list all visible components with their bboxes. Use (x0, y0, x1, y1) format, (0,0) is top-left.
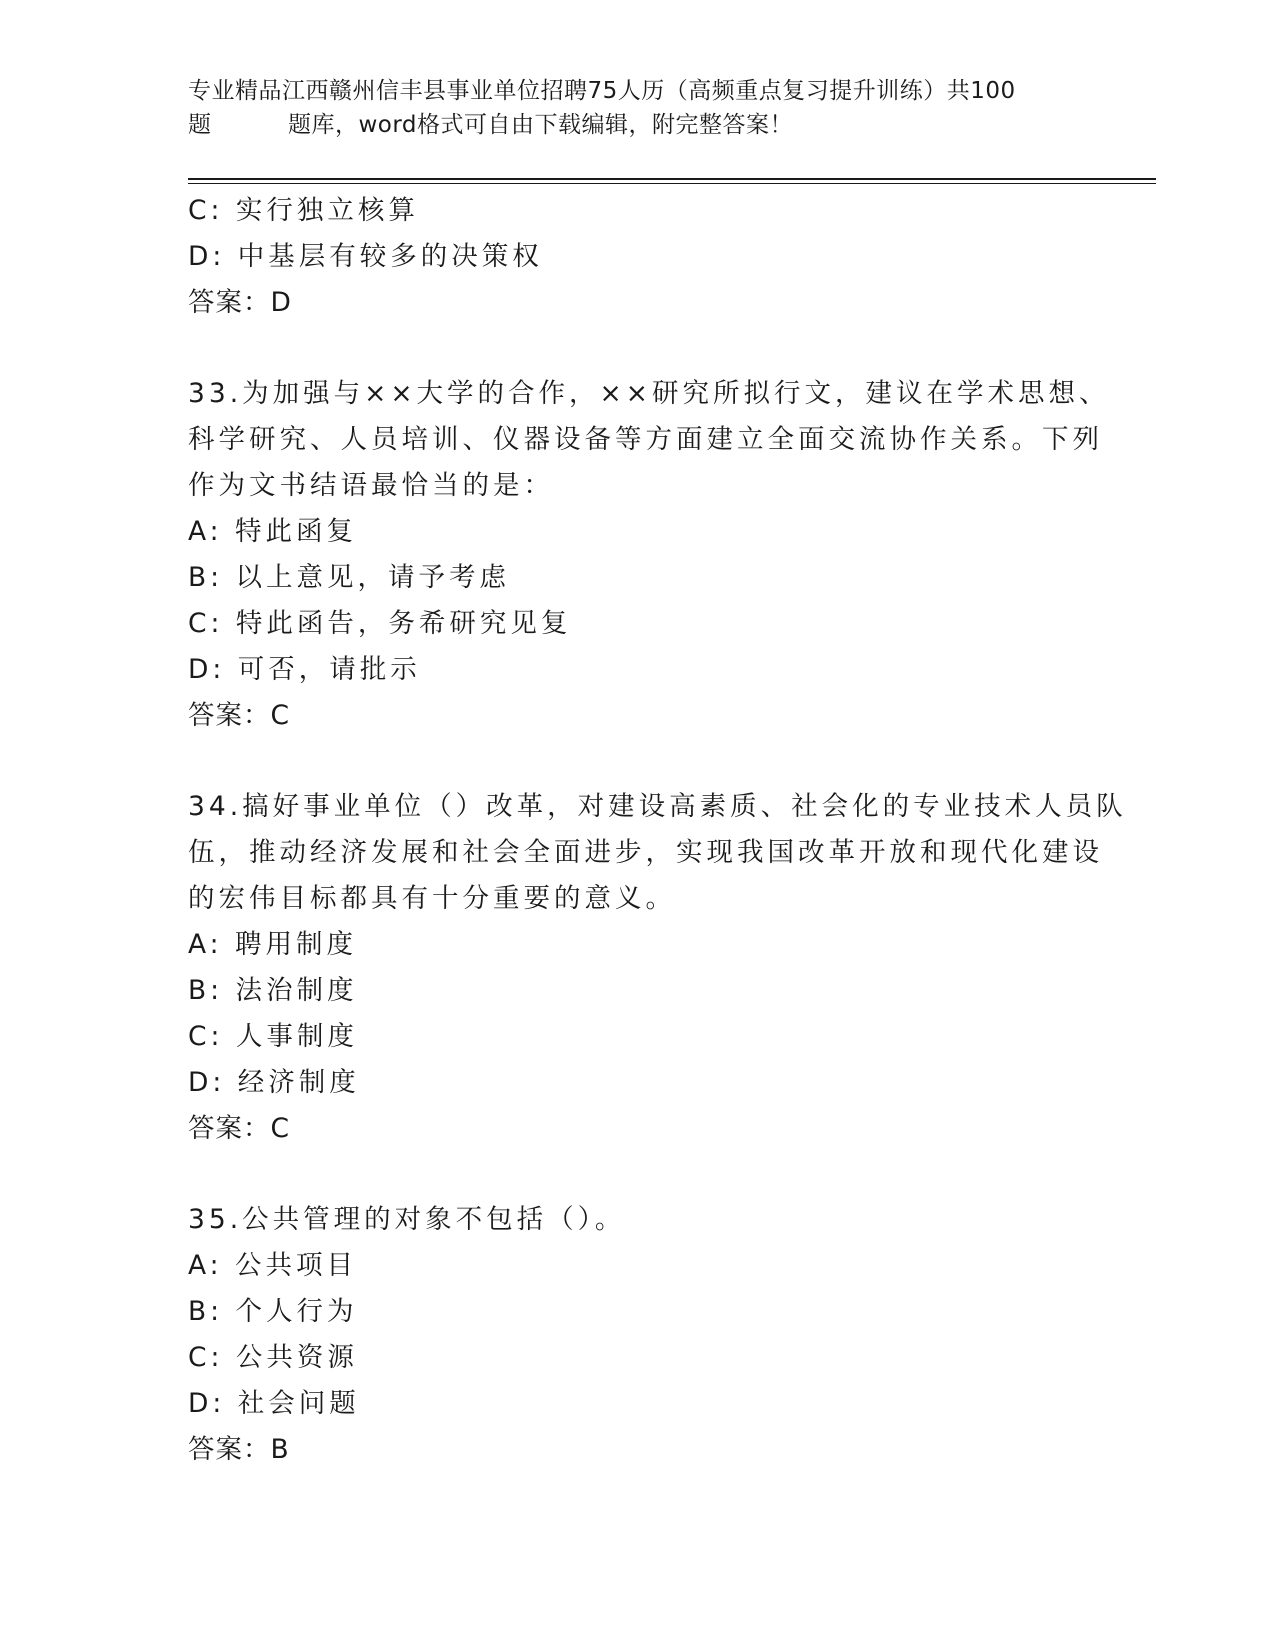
question-35 (188, 1197, 1088, 1473)
option-a: A: 公共项目 (188, 1250, 358, 1281)
option-c: C: 特此函告，务希研究见复 (188, 608, 572, 639)
answer-line: 答案：D (188, 287, 292, 318)
option-b: B: 法治制度 (188, 975, 358, 1006)
answer-line: 答案：C (188, 700, 291, 731)
page-header (188, 74, 1088, 142)
question-34 (188, 784, 1127, 1152)
question-stem-line: 作为文书结语最恰当的是： (188, 470, 554, 501)
option-c: C: 人事制度 (188, 1021, 358, 1052)
question-stem-line: 34.搞好事业单位（）改革，对建设高素质、社会化的专业技术人员队 (188, 791, 1127, 822)
option-c: C: 实行独立核算 (188, 195, 419, 226)
continued-question-block (188, 188, 1088, 326)
header-divider-thick (188, 178, 1156, 180)
option-d: D: 社会问题 (188, 1388, 360, 1419)
question-stem-line: 伍，推动经济发展和社会全面进步，实现我国改革开放和现代化建设 (188, 837, 1103, 868)
answer-line: 答案：B (188, 1434, 290, 1465)
question-stem-line: 的宏伟目标都具有十分重要的意义。 (188, 883, 676, 914)
answer-line: 答案：C (188, 1113, 291, 1144)
option-b: B: 以上意见，请予考虑 (188, 562, 511, 593)
option-d: D: 经济制度 (188, 1067, 360, 1098)
question-stem-line: 35.公共管理的对象不包括（）。 (188, 1204, 626, 1235)
header-line-2-lead: 题 (188, 112, 212, 138)
option-c: C: 公共资源 (188, 1342, 358, 1373)
question-33 (188, 371, 1110, 739)
document-body (188, 188, 1127, 1473)
question-stem-line: 科学研究、人员培训、仪器设备等方面建立全面交流协作关系。下列 (188, 424, 1103, 455)
header-divider-thin (188, 183, 1156, 184)
option-d: D: 可否，请批示 (188, 654, 421, 685)
option-a: A: 聘用制度 (188, 929, 358, 960)
header-title-line-2 (188, 108, 1088, 142)
question-stem-line: 33.为加强与××大学的合作，××研究所拟行文，建议在学术思想、 (188, 378, 1110, 409)
option-b: B: 个人行为 (188, 1296, 358, 1327)
header-title-line-1: 专业精品江西赣州信丰县事业单位招聘75人历（高频重点复习提升训练）共100 (188, 78, 1016, 104)
option-d: D: 中基层有较多的决策权 (188, 241, 543, 272)
option-a: A: 特此函复 (188, 516, 358, 547)
header-line-2-text: 题库，word格式可自由下载编辑，附完整答案！ (288, 112, 794, 138)
